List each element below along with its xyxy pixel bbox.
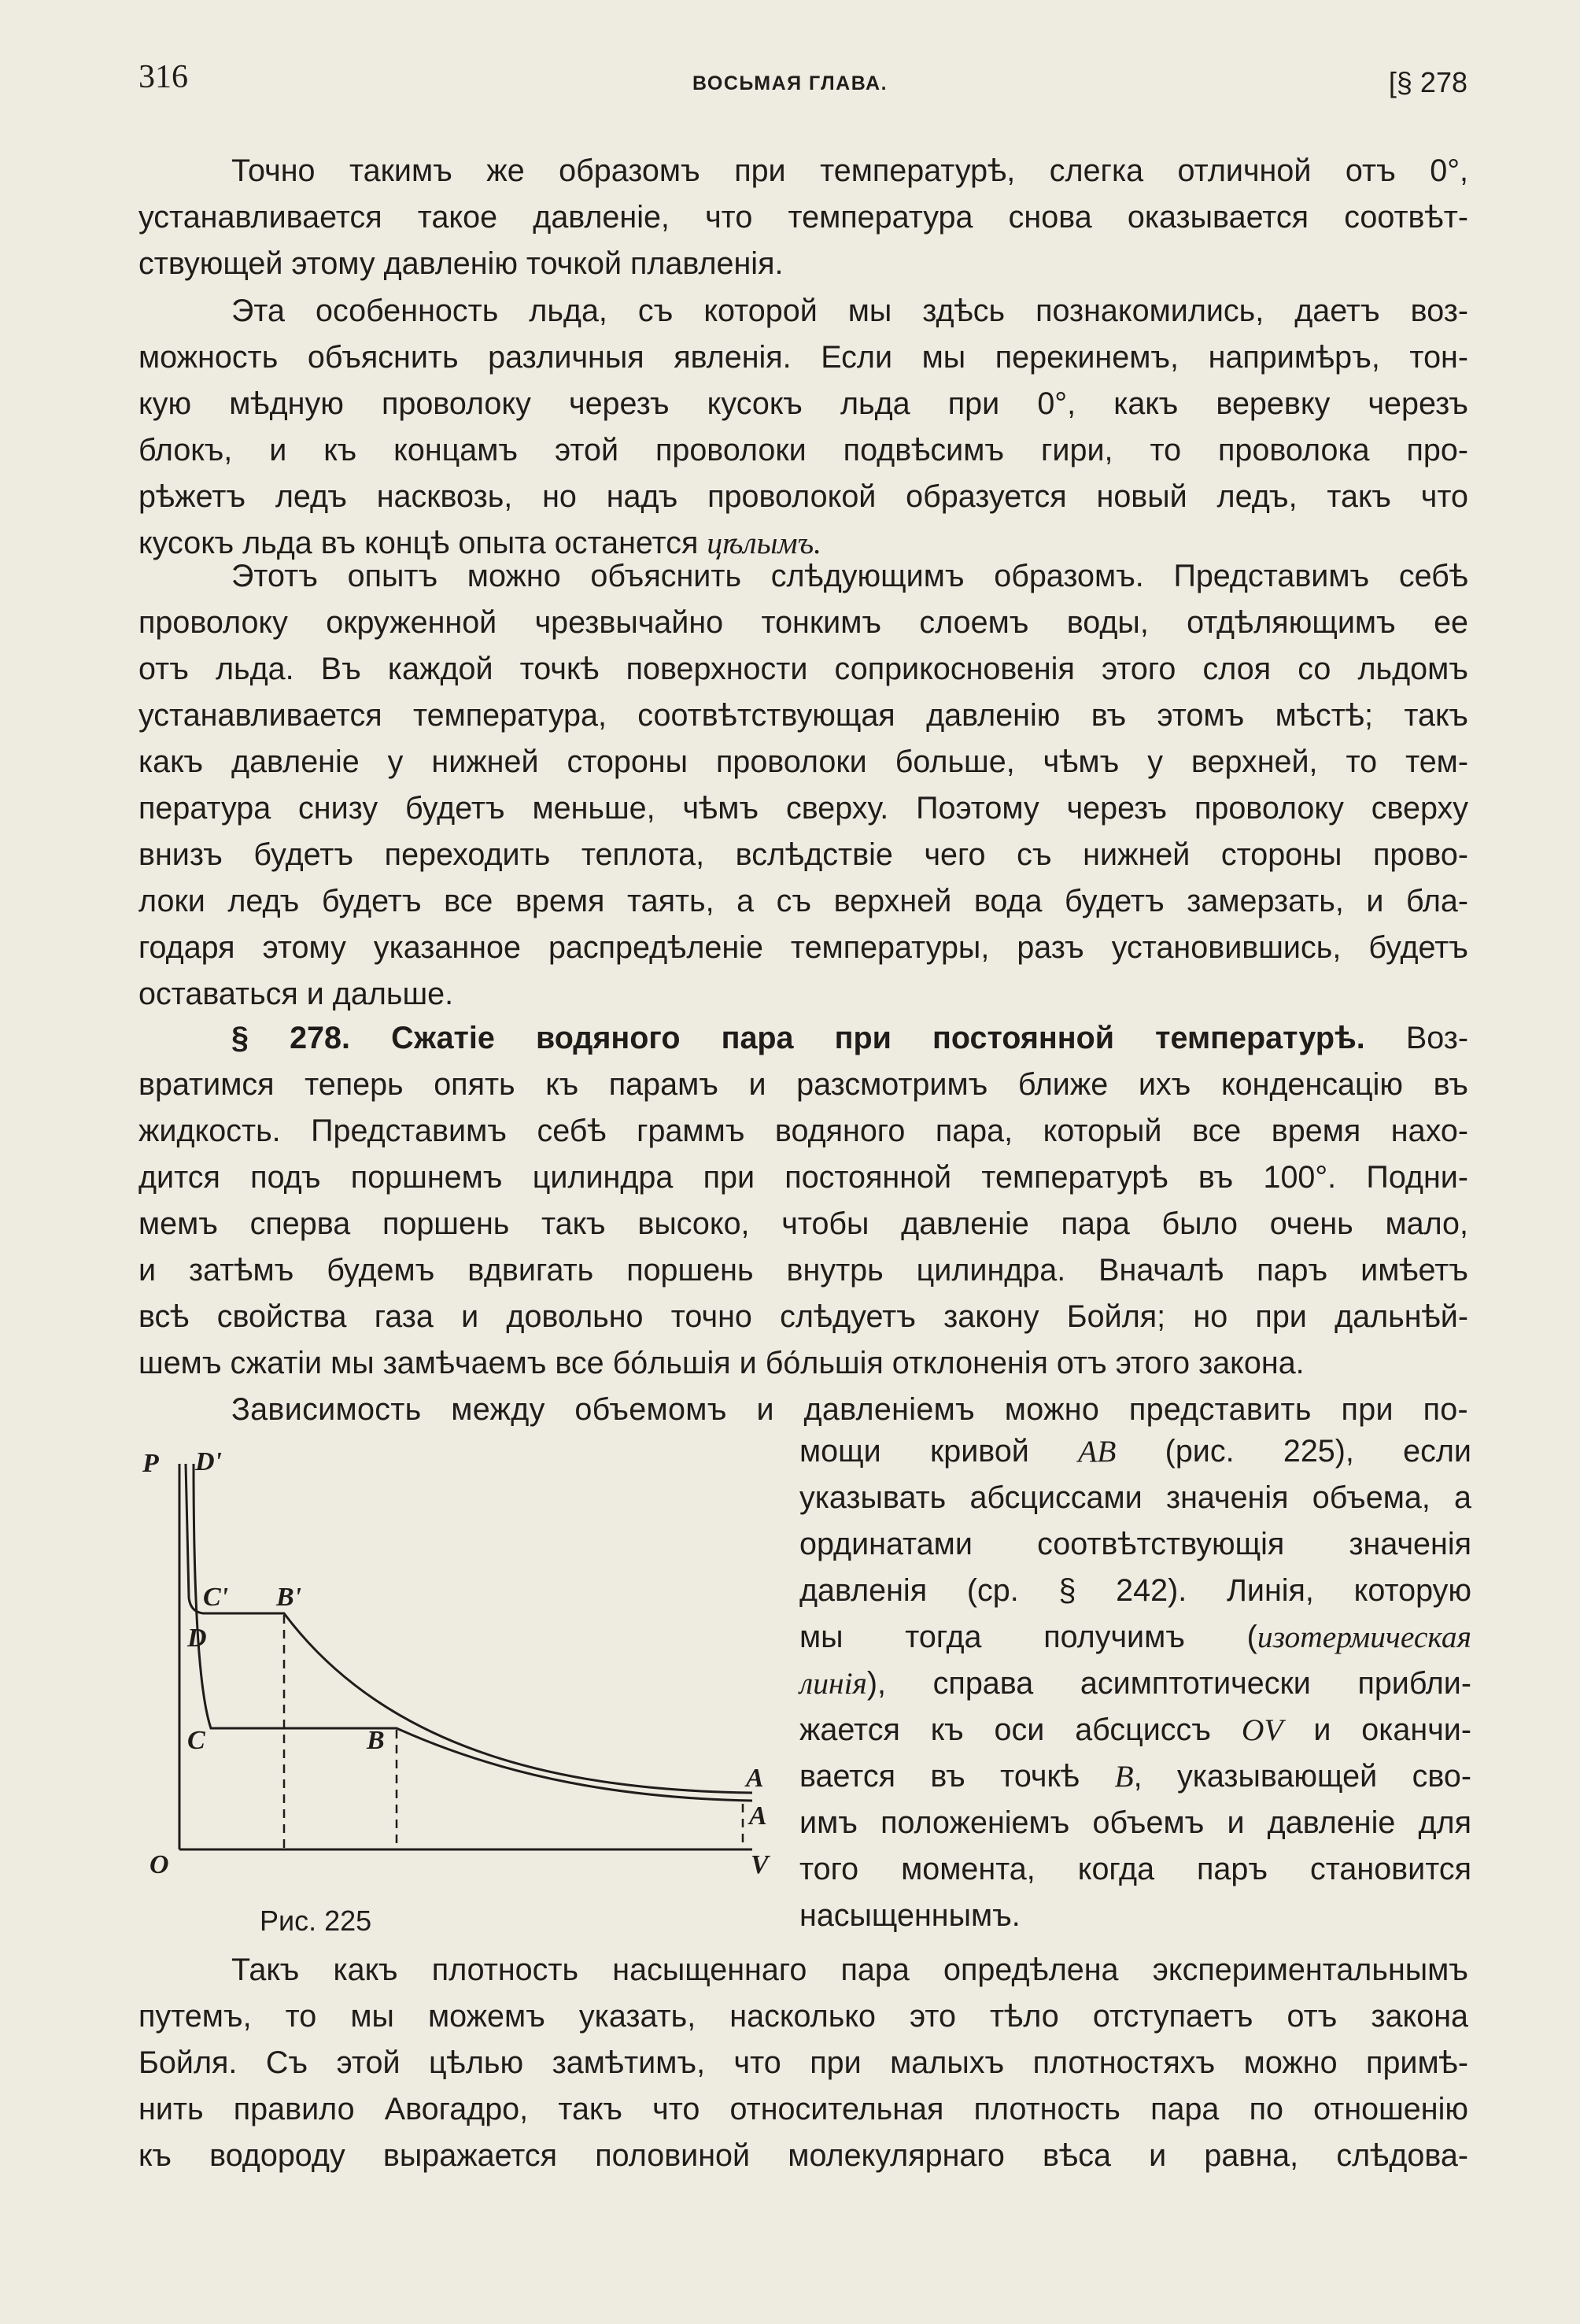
label-a-lower: A xyxy=(749,1801,767,1831)
curve-upper xyxy=(186,1464,752,1793)
text-line xyxy=(799,1614,1471,1661)
text-line xyxy=(799,1753,1471,1800)
math-symbol: AB xyxy=(1078,1434,1117,1469)
label-v: V xyxy=(751,1850,769,1879)
text-line: вратимся теперь опять къ парамъ и разсмотримъ ближе ихъ конденсацію въ xyxy=(138,1067,1468,1102)
text-line: къ водороду выражается половиной молекулярнаго вѣса и равна, слѣдова- xyxy=(138,2138,1468,2173)
section-heading: § 278. Сжатіе водяного пара при постоянной температурѣ. xyxy=(231,1021,1365,1055)
italic-word: цѣлымъ. xyxy=(707,526,821,560)
text-line xyxy=(799,1661,1471,1707)
math-symbol: B xyxy=(1114,1759,1134,1794)
text-span: и оканчи- xyxy=(1283,1713,1471,1747)
text-line: указывать абсциссами значенія объема, а xyxy=(799,1480,1471,1515)
text-line: Такъ какъ плотность насыщеннаго пара опредѣлена экспериментальнымъ xyxy=(231,1953,1468,1987)
text-line: можность объяснить различныя явленія. Если мы перекинемъ, напримѣръ, тон- xyxy=(138,340,1468,375)
text-line: рѣжетъ ледъ насквозь, но надъ проволокой образуется новый ледъ, такъ что xyxy=(138,479,1468,514)
text-line: отъ льда. Въ каждой точкѣ поверхности соприкосновенія этого слоя со льдомъ xyxy=(138,652,1468,686)
text-line: Зависимость между объемомъ и давленіемъ можно представить при по- xyxy=(231,1392,1468,1427)
text-line: того момента, когда паръ становится xyxy=(799,1852,1471,1886)
text-line: устанавливается температура, соотвѣтствующая давленію въ этомъ мѣстѣ; такъ xyxy=(138,698,1468,733)
text-line: Эта особенность льда, съ которой мы здѣсь познакомились, даетъ воз- xyxy=(231,294,1468,328)
text-line: жидкость. Представимъ себѣ граммъ водяного пара, который все время нахо- xyxy=(138,1114,1468,1148)
isotherm-diagram xyxy=(138,1440,784,1881)
label-b: B xyxy=(367,1726,385,1755)
text-span: вается въ точкѣ xyxy=(799,1759,1115,1794)
paragraph-3 xyxy=(138,553,1468,1018)
text-line: путемъ, то мы можемъ указать, насколько это тѣло отступаетъ отъ закона xyxy=(138,1999,1468,2034)
text-line: внизъ будетъ переходить теплота, вслѣдствіе чего съ нижней стороны прово- xyxy=(138,837,1468,872)
text-line: Точно такимъ же образомъ при температурѣ, слегка отличной отъ 0°, xyxy=(231,153,1468,188)
text-span: мощи кривой xyxy=(799,1434,1079,1469)
text-line: имъ положеніемъ объемъ и давленіе для xyxy=(799,1805,1471,1840)
text-span: Воз- xyxy=(1364,1021,1468,1055)
label-c-prime: C' xyxy=(203,1583,229,1612)
label-p: P xyxy=(142,1449,159,1478)
paragraph-1 xyxy=(138,148,1468,287)
text-line: Этотъ опытъ можно объяснить слѣдующимъ образомъ. Представимъ себѣ xyxy=(231,559,1468,593)
text-line: проволоку окруженной чрезвычайно тонкимъ слоемъ воды, отдѣляющимъ ее xyxy=(138,605,1468,640)
italic-word: линія xyxy=(799,1666,867,1701)
label-d: D xyxy=(187,1624,207,1653)
page-number: 316 xyxy=(138,59,188,95)
section-reference: [§ 278 xyxy=(1388,66,1467,98)
text-line: блокъ, и къ концамъ этой проволоки подвѣсимъ гири, то проволока про- xyxy=(138,433,1468,467)
text-line xyxy=(799,1428,1471,1475)
text-line: какъ давленіе у нижней стороны проволоки больше, чѣмъ у верхней, то тем- xyxy=(138,744,1468,779)
figure-caption: Рис. 225 xyxy=(260,1905,372,1937)
text-line xyxy=(138,1015,1468,1062)
section-278 xyxy=(138,1015,1468,1433)
italic-word: изотермическая xyxy=(1257,1620,1471,1654)
text-span: ), справа асимптотически прибли- xyxy=(866,1666,1471,1701)
text-line: шемъ сжатіи мы замѣчаемъ все бо́льшія и бо́льшія отклоненія отъ этого закона. xyxy=(138,1346,1305,1380)
text-line: всѣ свойства газа и довольно точно слѣдуетъ закону Бойля; но при дальнѣй- xyxy=(138,1299,1468,1334)
label-o: O xyxy=(150,1850,169,1879)
text-line: давленія (ср. § 242). Линія, которую xyxy=(799,1573,1471,1608)
text-span: , указывающей сво- xyxy=(1133,1759,1471,1794)
label-a-upper: A xyxy=(746,1764,764,1793)
text-line: насыщеннымъ. xyxy=(799,1898,1021,1933)
text-line: локи ледъ будетъ все время таять, а съ верхней вода будетъ замерзать, и бла- xyxy=(138,884,1468,918)
paragraph-6 xyxy=(138,1947,1468,2179)
text-line: оставаться и дальше. xyxy=(138,977,454,1011)
text-line: пература снизу будетъ меньше, чѣмъ сверху. Поэтому черезъ проволоку сверху xyxy=(138,791,1468,826)
page-header xyxy=(0,58,1580,105)
text-line xyxy=(799,1707,1471,1753)
label-b-prime: B' xyxy=(276,1583,302,1612)
text-span: жается къ оси абсциссъ xyxy=(799,1713,1242,1747)
text-line: ствующей этому давленію точкой плавленія. xyxy=(138,246,784,281)
text-span: (рис. 225), если xyxy=(1116,1434,1471,1469)
text-line: и затѣмъ будемъ вдвигать поршень внутрь цилиндра. Вначалѣ паръ имѣетъ xyxy=(138,1253,1468,1288)
text-line: мемъ сперва поршень такъ высоко, чтобы давленіе пара было очень мало, xyxy=(138,1206,1468,1241)
text-line: дится подъ поршнемъ цилиндра при постоянной температурѣ въ 100°. Подни- xyxy=(138,1160,1468,1195)
text-line: устанавливается такое давленіе, что температура снова оказывается соотвѣт- xyxy=(138,200,1468,235)
running-title: ВОСЬМАЯ ГЛАВА. xyxy=(692,72,888,94)
figure-side-text xyxy=(799,1428,1471,1939)
text-span: кусокъ льда въ концѣ опыта останется xyxy=(138,526,707,560)
text-line: нить правило Авогадро, такъ что относительная плотность пара по отношенію xyxy=(138,2092,1468,2126)
figure-225 xyxy=(138,1440,784,1881)
text-span: мы тогда получимъ ( xyxy=(799,1620,1257,1654)
math-symbol: OV xyxy=(1241,1713,1283,1747)
paragraph-2 xyxy=(138,288,1468,567)
text-line: годаря этому указанное распредѣленіе температуры, разъ установившись, будетъ xyxy=(138,930,1468,965)
label-d-prime: D' xyxy=(195,1447,222,1476)
text-line: ординатами соотвѣтствующія значенія xyxy=(799,1527,1471,1561)
label-c: C xyxy=(187,1726,205,1755)
text-line: кую мѣдную проволоку черезъ кусокъ льда при 0°, какъ веревку черезъ xyxy=(138,386,1468,421)
text-line: Бойля. Съ этой цѣлью замѣтимъ, что при малыхъ плотностяхъ можно примѣ- xyxy=(138,2045,1468,2080)
